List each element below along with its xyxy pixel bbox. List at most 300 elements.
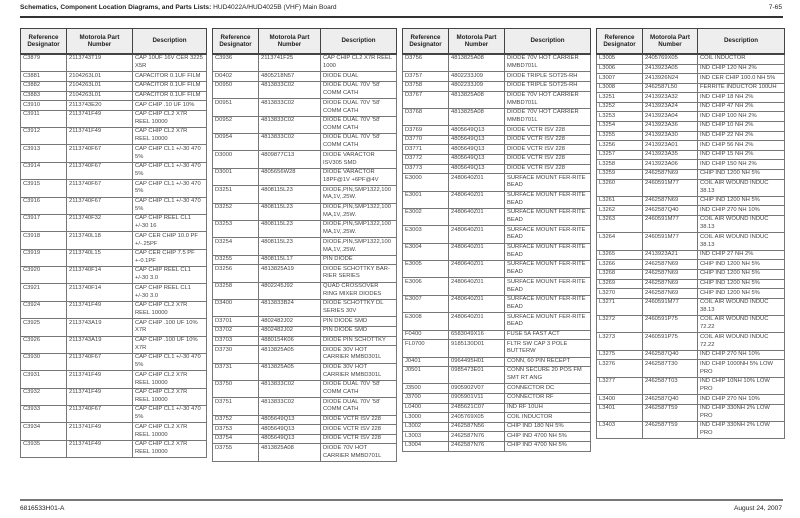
reference-designator-cell: D3772	[403, 155, 449, 165]
table-row	[597, 360, 785, 377]
reference-designator-cell: D3756	[403, 54, 449, 72]
table-row	[213, 346, 397, 363]
column-header-description: Description	[505, 29, 591, 55]
part-number-cell: 2113743T19	[67, 54, 133, 72]
part-number-cell: 4805656W28	[259, 168, 321, 185]
description-cell: DIODE VARACTOR ISV305 SMD	[321, 151, 397, 168]
table-row	[21, 336, 207, 353]
part-number-cell: 2413923A36	[643, 122, 698, 132]
part-number-cell: 4809877C13	[259, 151, 321, 168]
reference-designator-cell: L3253	[597, 112, 643, 122]
part-number-cell: 2462587N76	[449, 441, 505, 451]
table-row	[21, 319, 207, 336]
reference-designator-cell: L3259	[597, 169, 643, 179]
reference-designator-cell: D0951	[213, 99, 259, 116]
table-row	[21, 423, 207, 440]
column-header-description: Description	[321, 29, 397, 55]
description-cell: DIODE VCTR ISV 228	[321, 425, 397, 435]
reference-designator-cell: C3915	[21, 180, 67, 197]
reference-designator-cell: FL0700	[403, 340, 449, 357]
table-header-row	[21, 29, 207, 55]
part-number-cell: 2113741F49	[67, 301, 133, 318]
description-cell: SURFACE MOUNT FER-RITE BEAD	[505, 191, 591, 208]
part-number-cell: 4808115L23	[259, 186, 321, 203]
part-number-cell: 2113741F49	[67, 128, 133, 145]
part-number-cell: 4813825A08	[449, 54, 505, 72]
table-row	[21, 406, 207, 423]
reference-designator-cell: E3006	[403, 278, 449, 295]
reference-designator-cell: L3263	[597, 216, 643, 233]
table-row	[597, 169, 785, 179]
table-row	[597, 102, 785, 112]
table-row	[403, 208, 591, 225]
table-row	[597, 298, 785, 315]
table-row	[597, 422, 785, 439]
reference-designator-cell: E3004	[403, 243, 449, 260]
part-number-cell: 4880154K06	[259, 336, 321, 346]
description-cell: DIODE,PIN,SMP1322,100 MA,1V,.25W.	[321, 220, 397, 237]
description-cell: SURFACE MOUNT FER-RITE BEAD	[505, 261, 591, 278]
table-row	[213, 168, 397, 185]
table-row	[597, 83, 785, 93]
reference-designator-cell: C3879	[21, 54, 67, 72]
reference-designator-cell: L3008	[597, 83, 643, 93]
table-row	[213, 300, 397, 317]
reference-designator-cell: J3500	[403, 384, 449, 394]
description-cell: CAP CHIP CL1 +/-30 470 5%	[133, 162, 207, 179]
part-number-cell: 4813833C02	[259, 134, 321, 151]
reference-designator-cell: C3912	[21, 128, 67, 145]
reference-designator-cell: E3003	[403, 226, 449, 243]
reference-designator-cell: C3916	[21, 197, 67, 214]
description-cell: CAP CHIP CL2 X7R REEL 10000	[133, 440, 207, 457]
description-cell: DIODE DUAL 70V '58' COMM CATH	[321, 380, 397, 397]
table-row	[403, 135, 591, 145]
table-row	[213, 363, 397, 380]
part-number-cell: 2460591P75	[643, 333, 698, 350]
table-row	[403, 145, 591, 155]
reference-designator-cell: D3254	[213, 238, 259, 255]
description-cell: DIODE 30V HOT CARRIER MMBD301L	[321, 346, 397, 363]
table-row	[21, 197, 207, 214]
description-cell: IND CHIP 27 NH 2%	[698, 250, 785, 260]
reference-designator-cell: L3403	[597, 422, 643, 439]
description-cell: COIL INDUCTOR	[505, 413, 591, 423]
part-number-cell: 6583049X16	[449, 330, 505, 340]
table-row	[21, 128, 207, 145]
reference-designator-cell: L3003	[403, 432, 449, 442]
table-row	[597, 395, 785, 405]
reference-designator-cell: L3256	[597, 141, 643, 151]
table-row	[597, 64, 785, 74]
part-number-cell: 2113740F67	[67, 145, 133, 162]
reference-designator-cell: J0501	[403, 367, 449, 384]
reference-designator-cell: D3255	[213, 255, 259, 265]
part-number-cell: 2480640Z01	[449, 174, 505, 191]
description-cell: COIL AIR WOUND INDUC 72.22	[698, 316, 785, 333]
description-cell: DIODE VCTR ISV 228	[321, 415, 397, 425]
description-cell: DIODE DUAL 70V '58' COMM CATH	[321, 99, 397, 116]
table-row	[21, 54, 207, 72]
part-number-cell: 2113743A19	[67, 336, 133, 353]
description-cell: CHIP IND 1200 NH 5%	[698, 260, 785, 270]
reference-designator-cell: D3768	[403, 108, 449, 125]
table-row	[213, 398, 397, 415]
description-cell: CAP CHIP CL1 +/-30 470 5%	[133, 197, 207, 214]
part-number-cell: 2462587Q40	[643, 350, 698, 360]
part-number-cell: 4813825A08	[259, 444, 321, 461]
part-number-cell: 4813825A08	[449, 91, 505, 108]
description-cell: DIODE VCTR ISV 228	[505, 155, 591, 165]
table-row	[597, 160, 785, 170]
reference-designator-cell: D3770	[403, 135, 449, 145]
table-row	[597, 112, 785, 122]
reference-designator-cell: E3000	[403, 174, 449, 191]
reference-designator-cell: L3004	[403, 441, 449, 451]
table-row	[213, 326, 397, 336]
table-row	[597, 316, 785, 333]
reference-designator-cell: D3750	[213, 380, 259, 397]
part-number-cell: 2405769X05	[643, 54, 698, 64]
part-number-cell: 2462587N69	[643, 196, 698, 206]
table-row	[597, 260, 785, 270]
reference-designator-cell: D3754	[213, 434, 259, 444]
part-number-cell: 2480640Z01	[449, 191, 505, 208]
table-row	[403, 155, 591, 165]
part-number-cell: 2462587N69	[643, 169, 698, 179]
part-number-cell: 4813833C02	[259, 380, 321, 397]
reference-designator-cell: D3767	[403, 91, 449, 108]
column-header-description: Description	[698, 29, 785, 55]
part-number-cell: 2413923A24	[643, 102, 698, 112]
table-row	[597, 333, 785, 350]
reference-designator-cell: E3002	[403, 208, 449, 225]
reference-designator-cell: L3265	[597, 250, 643, 260]
part-number-cell: 2462587L50	[643, 83, 698, 93]
table-row	[403, 126, 591, 136]
table-row	[403, 191, 591, 208]
part-number-cell: 4813833B24	[259, 300, 321, 317]
reference-designator-cell: L3276	[597, 360, 643, 377]
table-row	[213, 186, 397, 203]
part-number-cell: 2113743A19	[67, 319, 133, 336]
reference-designator-cell: D0950	[213, 81, 259, 98]
table-row	[597, 122, 785, 132]
reference-designator-cell: E3005	[403, 261, 449, 278]
part-number-cell: 2480640Z01	[449, 208, 505, 225]
table-row	[597, 350, 785, 360]
reference-designator-cell: L0400	[403, 403, 449, 413]
reference-designator-cell: L3268	[597, 269, 643, 279]
table-row	[213, 238, 397, 255]
table-row	[21, 353, 207, 370]
part-number-cell: 2460591M77	[643, 233, 698, 250]
description-cell: IND CHIP 270 NH 10%	[698, 395, 785, 405]
reference-designator-cell: L3271	[597, 298, 643, 315]
table-row	[213, 265, 397, 282]
description-cell: COIL AIR WOUND INDUC 38.13	[698, 216, 785, 233]
description-cell: DIODE SCHOTTKY DL SERIES 30V	[321, 300, 397, 317]
description-cell: CHIP IND 1200 NH 5%	[698, 279, 785, 289]
description-cell: DIODE,PIN,SMP1322,100 MA,1V,.25W.	[321, 186, 397, 203]
reference-designator-cell: D3731	[213, 363, 259, 380]
reference-designator-cell: C3931	[21, 371, 67, 388]
reference-designator-cell: L3275	[597, 350, 643, 360]
page-title-prefix: Schematics, Component Location Diagrams, and Parts Lists:	[20, 4, 212, 11]
part-number-cell: 2113741F49	[67, 423, 133, 440]
description-cell: DIODE DUAL 70V '58' COMM CATH	[321, 116, 397, 133]
reference-designator-cell: D3701	[213, 317, 259, 327]
description-cell: DIODE VCTR ISV 228	[505, 135, 591, 145]
description-cell: DIODE,PIN,SMP1322,100 MA,1V,.25W.	[321, 238, 397, 255]
table-row	[403, 422, 591, 432]
reference-designator-cell: L3262	[597, 206, 643, 216]
reference-designator-cell: L3270	[597, 289, 643, 299]
description-cell: FLTR SW CAP 3 POLE BUTTERW	[505, 340, 591, 357]
part-number-cell: 2113740F67	[67, 197, 133, 214]
part-number-cell: 2413923A21	[643, 250, 698, 260]
description-cell: COIL INDUCTOR	[698, 54, 785, 64]
part-number-cell: 2462587Q40	[643, 395, 698, 405]
reference-designator-cell: D3769	[403, 126, 449, 136]
table-row	[403, 432, 591, 442]
table-row	[21, 162, 207, 179]
reference-designator-cell: L3269	[597, 279, 643, 289]
reference-designator-cell: C3921	[21, 284, 67, 301]
part-number-cell: 4805649Q13	[259, 434, 321, 444]
part-number-cell: 2462587N56	[449, 422, 505, 432]
column-header-description: Description	[133, 29, 207, 55]
description-cell: CAP CHIP REEL CL1 +/-30 3.0	[133, 267, 207, 284]
part-number-cell: 2460591P75	[643, 316, 698, 333]
reference-designator-cell: L3401	[597, 404, 643, 421]
part-number-cell: 9185130D01	[449, 340, 505, 357]
part-number-cell: 2462587T03	[643, 377, 698, 394]
part-number-cell: 4813825A05	[259, 363, 321, 380]
description-cell: CAP CER CHIP 10.0 PF +/-.25PF	[133, 232, 207, 249]
reference-designator-cell: C3914	[21, 162, 67, 179]
description-cell: CAP CHIP REEL CL1 +/-30 16	[133, 214, 207, 231]
table-row	[597, 74, 785, 84]
reference-designator-cell: J0401	[403, 357, 449, 367]
part-number-cell: 2462587N69	[643, 279, 698, 289]
reference-designator-cell: D3757	[403, 72, 449, 82]
description-cell: DIODE VCTR ISV 228	[505, 145, 591, 155]
reference-designator-cell: D3753	[213, 425, 259, 435]
part-number-cell: 2104263L01	[67, 91, 133, 101]
part-number-cell: 2113740F14	[67, 284, 133, 301]
table-row	[403, 441, 591, 451]
part-number-cell: 2413923A35	[643, 150, 698, 160]
description-cell: IND CHIP 22 NH 2%	[698, 131, 785, 141]
table-row	[21, 81, 207, 91]
description-cell: DIODE VCTR ISV 228	[321, 434, 397, 444]
table-row	[213, 282, 397, 299]
reference-designator-cell: D3752	[213, 415, 259, 425]
reference-designator-cell: L3260	[597, 179, 643, 196]
reference-designator-cell: D3771	[403, 145, 449, 155]
part-number-cell: 4805649Q13	[449, 145, 505, 155]
table-row	[403, 367, 591, 384]
table-row	[21, 101, 207, 111]
table-row	[213, 54, 397, 72]
table-row	[21, 72, 207, 82]
reference-designator-cell: E3008	[403, 313, 449, 330]
reference-designator-cell: D3751	[213, 398, 259, 415]
part-number-cell: 4802233J09	[449, 81, 505, 91]
reference-designator-cell: C3913	[21, 145, 67, 162]
description-cell: COIL AIR WOUND INDUC 38.13	[698, 298, 785, 315]
table-row	[213, 255, 397, 265]
part-number-cell: 4802233J09	[449, 72, 505, 82]
table-row	[403, 174, 591, 191]
description-cell: IND CHIP 10NH 10% LOW PRO	[698, 377, 785, 394]
description-cell: DIODE TRIPLE SOT25-RH	[505, 81, 591, 91]
document-date: August 24, 2007	[733, 505, 782, 512]
reference-designator-cell: E3001	[403, 191, 449, 208]
description-cell: IND CHIP 150 NH 2%	[698, 160, 785, 170]
table-row	[21, 440, 207, 457]
table-row	[403, 357, 591, 367]
part-number-cell: 2480640Z01	[449, 295, 505, 312]
part-number-cell: 2462587N69	[643, 269, 698, 279]
part-number-cell: 4805649Q13	[449, 155, 505, 165]
table-row	[213, 380, 397, 397]
table-row	[597, 150, 785, 160]
part-number-cell: 4813833C02	[259, 99, 321, 116]
part-number-cell: 2113740F67	[67, 162, 133, 179]
description-cell: CAPACITOR 0.1UF FILM	[133, 81, 207, 91]
part-number-cell: 2413923A04	[643, 112, 698, 122]
reference-designator-cell: C3911	[21, 110, 67, 127]
reference-designator-cell: L3264	[597, 233, 643, 250]
table-row	[403, 164, 591, 174]
part-number-cell: 2462587Q40	[643, 206, 698, 216]
part-number-cell: 2113740F32	[67, 214, 133, 231]
part-number-cell: 2413923A06	[643, 160, 698, 170]
reference-designator-cell: L3254	[597, 122, 643, 132]
reference-designator-cell: D3400	[213, 300, 259, 317]
reference-designator-cell: C3935	[21, 440, 67, 457]
description-cell: CAP CHIP .100 UF 10% X7R	[133, 319, 207, 336]
description-cell: QUAD CROSSOVER RING MIXER DIODES	[321, 282, 397, 299]
part-number-cell: 2480640Z01	[449, 226, 505, 243]
table-row	[597, 377, 785, 394]
part-number-cell: 2113740F67	[67, 180, 133, 197]
table-row	[403, 243, 591, 260]
reference-designator-cell: C3933	[21, 406, 67, 423]
table-row	[403, 91, 591, 108]
reference-designator-cell: C3930	[21, 353, 67, 370]
table-row	[597, 233, 785, 250]
reference-designator-cell: C3910	[21, 101, 67, 111]
description-cell: FERRITE INDUCTOR 100UH	[698, 83, 785, 93]
table-header-row	[597, 29, 785, 55]
part-number-cell: 4813825A05	[259, 346, 321, 363]
description-cell: SURFACE MOUNT FER-RITE BEAD	[505, 243, 591, 260]
description-cell: SURFACE MOUNT FER-RITE BEAD	[505, 278, 591, 295]
description-cell: CAP CHIP CL1 +/-30 470 5%	[133, 145, 207, 162]
description-cell: IND CHIP 56 NH 2%	[698, 141, 785, 151]
description-cell: IND CER CHIP 100.0 NH 5%	[698, 74, 785, 84]
table-row	[21, 249, 207, 266]
reference-designator-cell: D3703	[213, 336, 259, 346]
part-number-cell: 2462587T30	[643, 360, 698, 377]
table-row	[213, 434, 397, 444]
table-row	[21, 91, 207, 101]
part-number-cell: 2413926N24	[643, 74, 698, 84]
part-number-cell: 4802482J02	[259, 317, 321, 327]
column-header-part-number: Motorola Part Number	[449, 29, 505, 55]
description-cell: DIODE VCTR ISV 228	[505, 126, 591, 136]
part-number-cell: 4808115L23	[259, 220, 321, 237]
part-number-cell: 4813833C02	[259, 116, 321, 133]
table-row	[597, 141, 785, 151]
table-row	[213, 99, 397, 116]
column-header-part-number: Motorola Part Number	[643, 29, 698, 55]
document-number: 6816533H01-A	[20, 505, 65, 512]
description-cell: DIODE DUAL 70V '58' COMM CATH	[321, 81, 397, 98]
table-row	[213, 220, 397, 237]
description-cell: DIODE SCHOTTKY BAR-RIER SERIES	[321, 265, 397, 282]
part-number-cell: 4813825A08	[449, 108, 505, 125]
part-number-cell: 2104263L01	[67, 81, 133, 91]
table-row	[597, 131, 785, 141]
description-cell: PIN DIODE SMD	[321, 317, 397, 327]
reference-designator-cell: C3924	[21, 301, 67, 318]
part-number-cell: 4805649Q13	[259, 415, 321, 425]
reference-designator-cell: L3272	[597, 316, 643, 333]
description-cell: SURFACE MOUNT FER-RITE BEAD	[505, 226, 591, 243]
table-row	[597, 54, 785, 64]
part-number-cell: 2480640Z01	[449, 313, 505, 330]
reference-designator-cell: L3257	[597, 150, 643, 160]
description-cell: DIODE VARACTOR 18PF@1V +6PF@4V	[321, 168, 397, 185]
table-header-row	[213, 29, 397, 55]
description-cell: CAP CHIP CL2 X7R REEL 10000	[133, 110, 207, 127]
reference-designator-cell: D3730	[213, 346, 259, 363]
reference-designator-cell: D0402	[213, 72, 259, 82]
table-row	[213, 116, 397, 133]
part-number-cell: 2480640Z01	[449, 243, 505, 260]
reference-designator-cell: C3883	[21, 91, 67, 101]
page-title-board: HUD4022A/HUD4025B (VHF) Main Board	[211, 4, 337, 11]
reference-designator-cell: L3273	[597, 333, 643, 350]
reference-designator-cell: C3920	[21, 267, 67, 284]
part-number-cell: 4808115L23	[259, 238, 321, 255]
description-cell: SURFACE MOUNT FER-RITE BEAD	[505, 313, 591, 330]
reference-designator-cell: D0954	[213, 134, 259, 151]
part-number-cell: 2405769X05	[449, 413, 505, 423]
description-cell: CAP CHIP CL2 X7R REEL 10000	[133, 371, 207, 388]
table-row	[213, 72, 397, 82]
table-row	[403, 278, 591, 295]
description-cell: SURFACE MOUNT FER-RITE BEAD	[505, 174, 591, 191]
reference-designator-cell: L3261	[597, 196, 643, 206]
description-cell: DIODE DUAL	[321, 72, 397, 82]
part-number-cell: 2113741F49	[67, 110, 133, 127]
parts-table-2	[212, 28, 397, 462]
part-number-cell: 2113741F25	[259, 54, 321, 72]
reference-designator-cell: D3758	[403, 81, 449, 91]
header-divider	[20, 16, 783, 18]
reference-designator-cell: D3001	[213, 168, 259, 185]
reference-designator-cell: D3256	[213, 265, 259, 282]
table-row	[213, 415, 397, 425]
part-number-cell: 2462587T59	[643, 422, 698, 439]
reference-designator-cell: L3251	[597, 93, 643, 103]
page-number: 7-65	[768, 4, 782, 11]
